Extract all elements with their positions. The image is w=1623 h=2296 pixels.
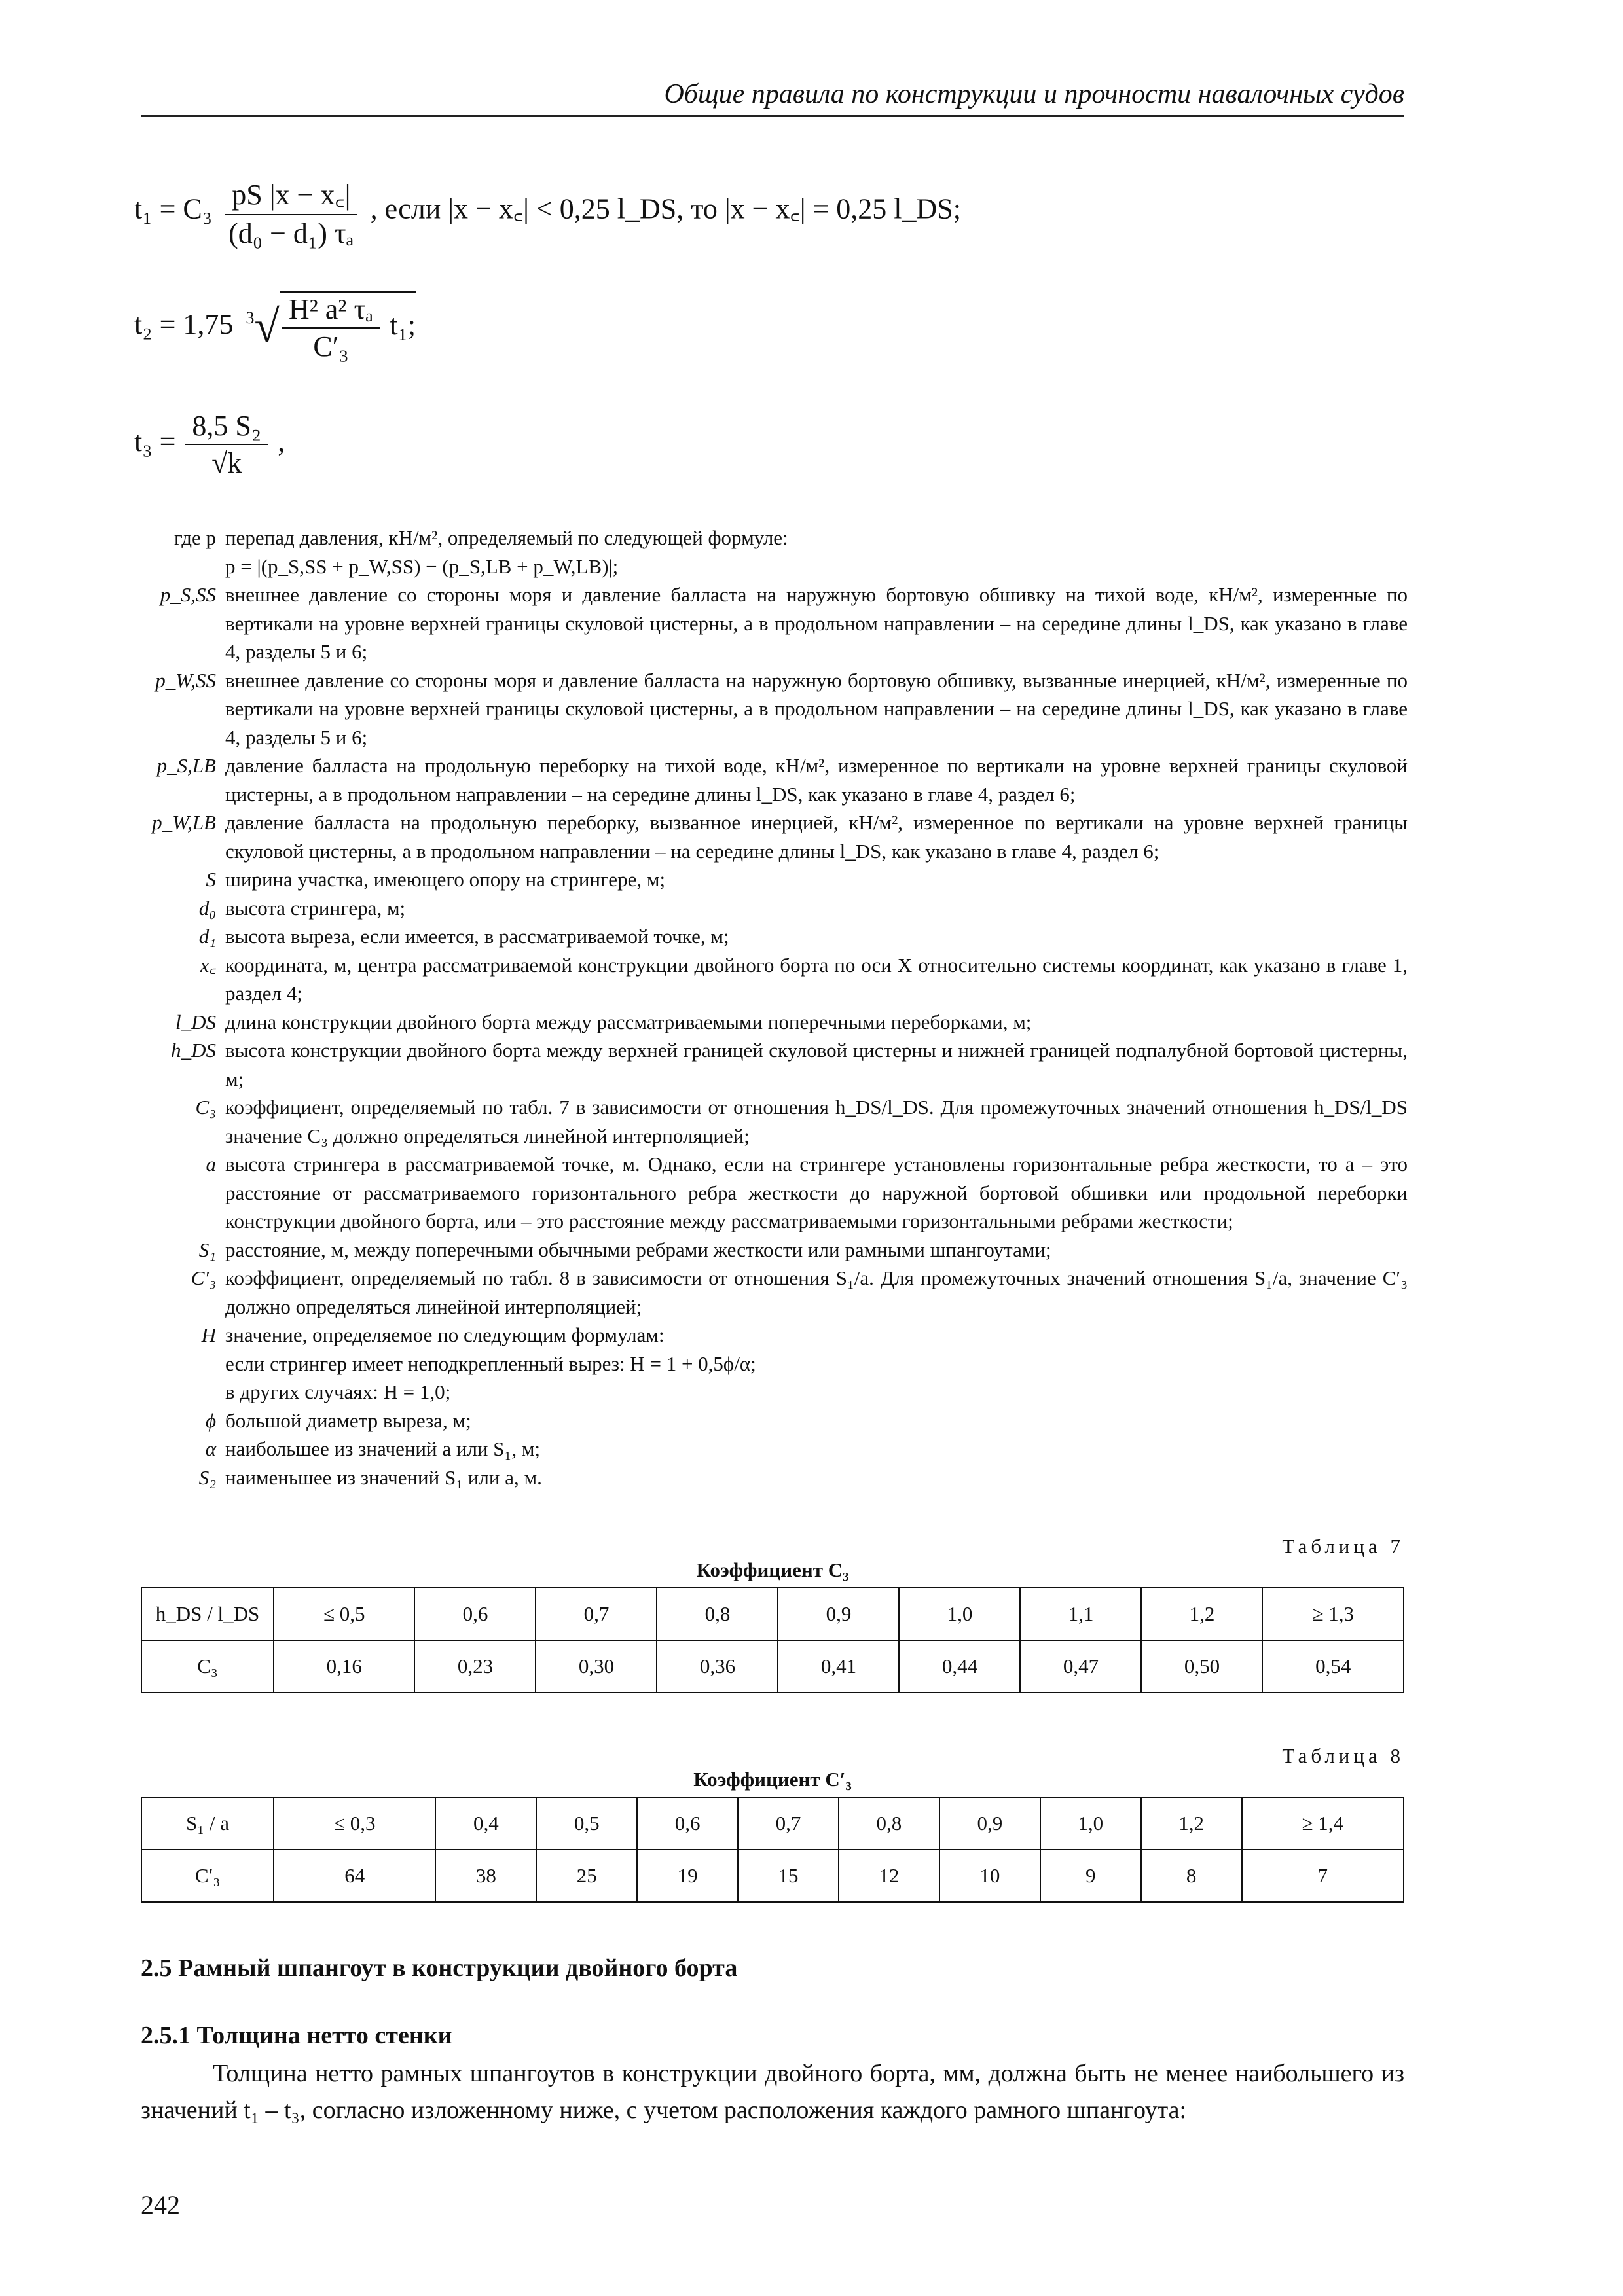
definition-symbol: C′₃ — [191, 1266, 216, 1289]
table-cell: C₃ — [141, 1640, 274, 1693]
definition-text: высота выреза, если имеется, в рассматриваемой точке, м; — [225, 925, 729, 948]
definition-symbol: H — [201, 1323, 216, 1346]
definition-symbol: S — [206, 868, 216, 891]
table-row — [141, 1588, 1404, 1640]
definition-text: большой диаметр выреза, м; — [225, 1408, 471, 1432]
table-cell: 0,41 — [778, 1640, 899, 1693]
definition-row — [131, 1150, 1408, 1236]
table-cell: h_DS / l_DS — [141, 1588, 274, 1640]
definition-symbol — [131, 1378, 225, 1407]
table-cell: 0,5 — [536, 1797, 637, 1850]
definition-symbol: p_S,SS — [160, 583, 216, 606]
definition-row — [131, 666, 1408, 752]
definition-text: высота конструкции двойного борта между верхней границей скуловой цистерны и нижней границей подпалубной бортовой цистерны, м; — [225, 1039, 1408, 1090]
table-cell: 0,16 — [274, 1640, 414, 1693]
table-cell: 1,2 — [1141, 1588, 1262, 1640]
definition-symbol: d₁ — [198, 925, 216, 948]
table-cell: 64 — [274, 1850, 435, 1902]
formula-t2-fraction — [282, 293, 380, 363]
table-cell: 0,4 — [435, 1797, 536, 1850]
definition-text: коэффициент, определяемый по табл. 8 в зависимости от отношения S₁/a. Для промежуточных значений отношения S₁/a, значение C′₃ должно определяться линейной интерполяцией; — [225, 1266, 1408, 1318]
table-cell: 0,7 — [536, 1588, 657, 1640]
formula-t3-lhs: t₃ = — [134, 425, 176, 458]
table-cell: 12 — [839, 1850, 939, 1902]
table-7 — [141, 1587, 1404, 1693]
table-cell: ≤ 0,3 — [274, 1797, 435, 1850]
running-header: Общие правила по конструкции и прочности навалочных судов — [141, 79, 1404, 117]
definition-row — [131, 865, 1408, 894]
definition-text: наибольшее из значений a или S₁, м; — [225, 1437, 541, 1460]
table-cell: 0,54 — [1262, 1640, 1404, 1693]
table-cell: 0,50 — [1141, 1640, 1262, 1693]
definition-row — [131, 1321, 1408, 1350]
definition-symbol: α — [205, 1437, 216, 1460]
formula-t2-tail: t₁; — [390, 309, 416, 342]
formula-t3-fraction — [185, 409, 268, 480]
definition-row — [131, 894, 1408, 923]
formula-t2-numerator: H² a² τₐ — [282, 293, 380, 329]
formula-t1-condition: , если |x − x꜀| < 0,25 l_DS, то |x − x꜀| = 0,25 l_DS; — [370, 192, 962, 225]
definition-row — [131, 1435, 1408, 1463]
table-cell: 0,6 — [637, 1797, 738, 1850]
definition-row — [131, 951, 1408, 1008]
table-cell: 0,8 — [657, 1588, 778, 1640]
definition-symbol: S₁ — [198, 1238, 216, 1261]
table-cell: 0,30 — [536, 1640, 657, 1693]
definition-row — [131, 1264, 1408, 1321]
formula-t2 — [134, 291, 416, 363]
table-row — [141, 1640, 1404, 1693]
table-cell: 9 — [1040, 1850, 1141, 1902]
definition-symbol: C₃ — [195, 1096, 216, 1119]
definition-symbol: ϕ — [205, 1408, 216, 1432]
definition-row — [131, 1093, 1408, 1150]
definition-text: координата, м, центра рассматриваемой конструкции двойного борта по оси X относительно системы координат, как указано в главе 1, раздел 4; — [225, 953, 1408, 1005]
definition-row — [131, 1008, 1408, 1037]
table-cell: 0,9 — [778, 1588, 899, 1640]
table-8 — [141, 1797, 1404, 1903]
table-cell: 10 — [939, 1850, 1040, 1902]
table-cell: 1,2 — [1141, 1797, 1242, 1850]
formula-t2-lhs: t₂ = 1,75 — [134, 308, 234, 341]
formula-t2-root-index: 3 — [246, 308, 255, 328]
definition-symbol: где p — [174, 526, 216, 549]
definition-symbol — [131, 552, 225, 581]
definition-symbol: p_S,LB — [156, 754, 216, 777]
definition-text: перепад давления, кН/м², определяемый по следующей формуле: — [225, 526, 788, 549]
formula-t3-denominator: √k — [211, 447, 242, 479]
table-cell: 0,47 — [1020, 1640, 1141, 1693]
definition-symbol: a — [206, 1153, 216, 1175]
definition-text: высота стрингера, м; — [225, 896, 406, 920]
definition-row — [131, 1036, 1408, 1093]
table-7-block — [141, 1535, 1404, 1693]
definition-row — [131, 1407, 1408, 1435]
definition-symbol: d₀ — [198, 896, 216, 920]
table-cell: 0,23 — [414, 1640, 536, 1693]
table-cell: 8 — [1141, 1850, 1242, 1902]
definition-row — [131, 552, 1408, 581]
definition-symbol: S₂ — [198, 1465, 216, 1489]
table-cell: ≥ 1,3 — [1262, 1588, 1404, 1640]
formula-t1-fraction — [222, 173, 361, 250]
table-cell: 1,0 — [899, 1588, 1020, 1640]
definition-text: внешнее давление со стороны моря и давление балласта на наружную бортовую обшивку на тихой воде, кН/м², измеренные по вертикали на уровне верхней границы скуловой цистерны, а в продольном направлении – на середине длины l_DS, как указано в главе 4, разделы 5 и 6; — [225, 583, 1408, 663]
table-cell: S₁ / a — [141, 1797, 274, 1850]
definition-symbol — [131, 1350, 225, 1378]
table-cell: 38 — [435, 1850, 536, 1902]
formula-t1-numerator: pS |x − x꜀| — [225, 173, 357, 215]
table-7-caption: Таблица 7 — [1282, 1535, 1404, 1558]
subsection-heading: 2.5.1 Толщина нетто стенки — [141, 2022, 452, 2049]
table-cell: C′₃ — [141, 1850, 274, 1902]
definition-symbol: p_W,SS — [155, 668, 216, 692]
table-cell: ≥ 1,4 — [1242, 1797, 1404, 1850]
definition-text: длина конструкции двойного борта между рассматриваемыми поперечными переборками, м; — [225, 1010, 1032, 1033]
table-cell: 0,44 — [899, 1640, 1020, 1693]
definition-text: внешнее давление со стороны моря и давление балласта на наружную бортовую обшивку, вызванные инерцией, кН/м², измеренные по вертикали на уровне верхней границы скуловой цистерны, а в продольном направлении – на середине длины l_DS, как указано в главе 4, разделы 5 и 6; — [225, 668, 1408, 749]
definition-row — [131, 581, 1408, 666]
table-7-title: Коэффициент C₃ — [696, 1558, 849, 1581]
table-cell: 15 — [738, 1850, 839, 1902]
definition-text: p = |(p_S,SS + p_W,SS) − (p_S,LB + p_W,LB)|; — [225, 554, 619, 578]
table-8-block — [141, 1744, 1404, 1903]
table-cell: 7 — [1242, 1850, 1404, 1902]
table-cell: 0,7 — [738, 1797, 839, 1850]
table-row — [141, 1850, 1404, 1902]
table-cell: ≤ 0,5 — [274, 1588, 414, 1640]
definition-symbol: x꜀ — [200, 953, 216, 977]
definition-row — [131, 1350, 1408, 1378]
definition-symbol: p_W,LB — [152, 811, 216, 834]
table-8-title: Коэффициент C′₃ — [693, 1768, 852, 1791]
definition-text: в других случаях: H = 1,0; — [225, 1380, 451, 1403]
table-cell: 0,8 — [839, 1797, 939, 1850]
formula-t3-numerator: 8,5 S₂ — [185, 409, 268, 445]
table-cell: 1,0 — [1040, 1797, 1141, 1850]
table-8-caption: Таблица 8 — [1282, 1744, 1404, 1767]
definition-symbol: h_DS — [171, 1039, 216, 1062]
table-cell: 0,36 — [657, 1640, 778, 1693]
table-cell: 0,6 — [414, 1588, 536, 1640]
definition-row — [131, 922, 1408, 951]
page-number: 242 — [141, 2190, 180, 2219]
formula-t2-denominator: C′₃ — [313, 331, 349, 363]
definition-text: расстояние, м, между поперечными обычными ребрами жесткости или рамными шпангоутами; — [225, 1238, 1051, 1261]
definition-row — [131, 751, 1408, 808]
definition-row — [131, 1378, 1408, 1407]
definition-text: ширина участка, имеющего опору на стрингере, м; — [225, 868, 666, 891]
definition-text: давление балласта на продольную переборку на тихой воде, кН/м², измеренное по вертикали на уровне верхней границы скуловой цистерны, а в продольном направлении – на середине длины l_DS, как указано в главе 4, раздел 6; — [225, 754, 1408, 806]
definition-row — [131, 524, 1408, 552]
radical-sign-icon: √ — [254, 302, 280, 352]
definition-text: наименьшее из значений S₁ или a, м. — [225, 1465, 542, 1489]
table-cell: 1,1 — [1020, 1588, 1141, 1640]
definitions-list — [131, 524, 1408, 1492]
formula-t1-lhs: t₁ = C₃ — [134, 192, 213, 225]
definition-row — [131, 808, 1408, 865]
definition-text: если стрингер имеет неподкрепленный вырез: H = 1 + 0,5ϕ/α; — [225, 1352, 756, 1375]
definition-symbol: l_DS — [175, 1010, 216, 1033]
definition-row — [131, 1463, 1408, 1492]
table-cell: 0,9 — [939, 1797, 1040, 1850]
formula-t2-radicand — [280, 291, 416, 363]
definition-text: высота стрингера в рассматриваемой точке, м. Однако, если на стрингере установлены горизонтальные ребра жесткости, то a – это расстояние от рассматриваемого горизонтального ребра жесткости до наружной бортовой обшивки или продольной переборки конструкции двойного борта, или – это расстояние между рассматриваемыми горизонтальными ребрами жесткости; — [225, 1153, 1408, 1232]
formula-t3 — [134, 409, 285, 480]
section-paragraph: Толщина нетто рамных шпангоутов в конструкции двойного борта, мм, должна быть не менее наибольшего из значений t₁ – t₃, согласно изложенному ниже, с учетом расположения каждого рамного шпангоута: — [141, 2060, 1404, 2124]
table-cell: 19 — [637, 1850, 738, 1902]
table-cell: 25 — [536, 1850, 637, 1902]
definition-text: давление балласта на продольную переборку, вызванное инерцией, кН/м², измеренное по вертикали на уровне верхней границы скуловой цистерны, а в продольном направлении – на середине длины l_DS, как указано в главе 4, раздел 6; — [225, 811, 1408, 863]
definition-row — [131, 1236, 1408, 1265]
formula-t1 — [134, 173, 961, 250]
formula-t3-tail: , — [278, 425, 285, 458]
formula-t1-denominator: (d₀ − d₁) τₐ — [228, 217, 354, 249]
section-heading: 2.5 Рамный шпангоут в конструкции двойного борта — [141, 1954, 738, 1982]
definition-text: коэффициент, определяемый по табл. 7 в зависимости от отношения h_DS/l_DS. Для промежуточных значений отношения h_DS/l_DS значение C₃ должно определяться линейной интерполяцией; — [225, 1096, 1408, 1147]
definition-text: значение, определяемое по следующим формулам: — [225, 1323, 665, 1346]
table-row — [141, 1797, 1404, 1850]
